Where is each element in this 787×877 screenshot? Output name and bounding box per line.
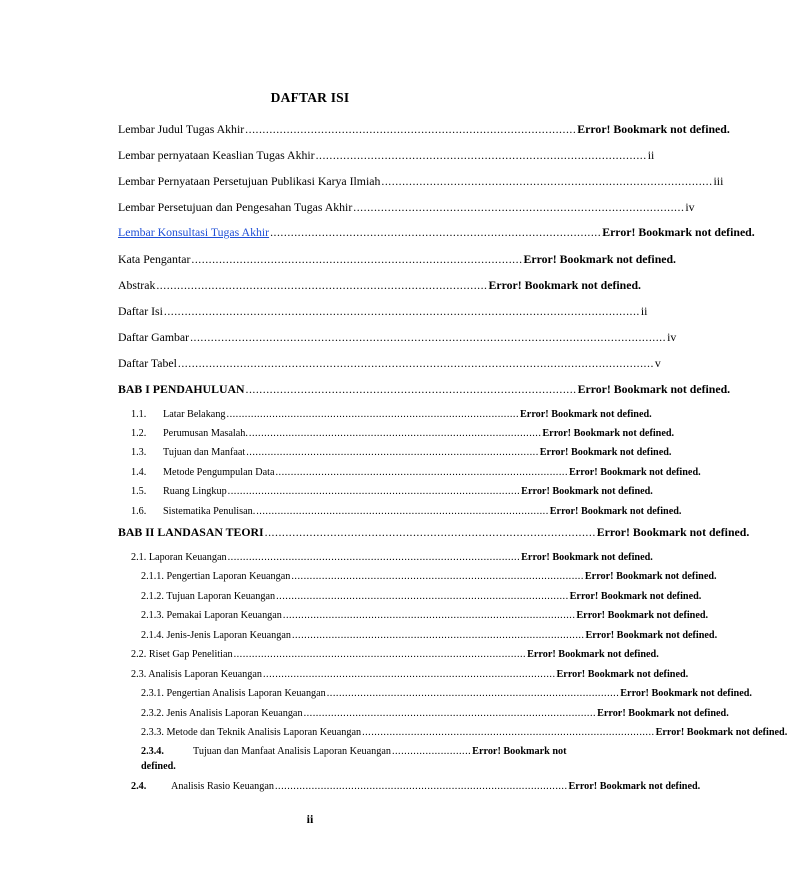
toc-subentry-2-2[interactable]: 2.2. Riset Gap Penelitian ................................................................................................ Error! Bookmark not defined. xyxy=(131,649,659,660)
toc-entry-page: Error! Bookmark not defined. xyxy=(569,591,702,602)
toc-subentry-1-6[interactable]: 1.6. Sistematika Penulisan. ................................................................................................ Error! Bookmark not defined. xyxy=(131,506,682,517)
toc-entry-page: Error! Bookmark not defined. xyxy=(542,428,675,439)
toc-entry-page: iv xyxy=(667,330,677,344)
toc-entry-lembar-persetujuan-pengesahan[interactable]: Lembar Persetujuan dan Pengesahan Tugas Akhir ................................................................................................ iv xyxy=(118,200,695,214)
toc-entry-page: ii xyxy=(647,148,655,162)
toc-entry-label: 2.1.1. Pengertian Laporan Keuangan xyxy=(141,571,291,582)
toc-entry-number: 1.4. xyxy=(131,467,147,478)
toc-entry-label: 2.1.2. Tujuan Laporan Keuangan xyxy=(141,591,276,602)
toc-subentry-1-2[interactable]: 1.2. Perumusan Masalah. ................................................................................................ Error! Bookmark not defined. xyxy=(131,428,675,439)
toc-entry-daftar-tabel[interactable]: Daftar Tabel .......................................................................................................................................... v xyxy=(118,356,661,370)
toc-subentry-2-3[interactable]: 2.3. Analisis Laporan Keuangan ................................................................................................ Error! Bookmark not defined. xyxy=(131,669,689,680)
toc-entry-label: Lembar Persetujuan dan Pengesahan Tugas Akhir xyxy=(118,200,353,214)
toc-entry-page: Error! Bookmark not defined. xyxy=(539,447,672,458)
toc-entry-page: Error! Bookmark not defined. xyxy=(577,122,730,136)
toc-entry-page: Error! Bookmark not defined. xyxy=(597,708,729,719)
toc-subentry-2-4[interactable]: 2.4. Analisis Rasio Keuangan ................................................................................................ Error! Bookmark not defined. xyxy=(131,781,701,792)
toc-entry-page: Error! Bookmark not defined. xyxy=(568,467,701,478)
toc-entry-page: Error! Bookmark not defined. xyxy=(520,409,652,420)
toc-subentry-1-3[interactable]: 1.3. Tujuan dan Manfaat ................................................................................................ Error! Bookmark not defined. xyxy=(131,447,672,458)
toc-entry-page: Error! Bookmark not defined. xyxy=(585,630,718,641)
toc-entry-label: BAB I PENDAHULUAN xyxy=(118,382,245,396)
toc-entry-label: Latar Belakang xyxy=(163,409,226,420)
toc-entry-number: 1.3. xyxy=(131,447,147,458)
toc-entry-bab-1[interactable]: BAB I PENDAHULUAN ................................................................................................ Error! Bookmark not defined. xyxy=(118,382,731,396)
toc-entry-page: Error! Bookmark not defined. xyxy=(620,688,752,699)
toc-entry-page: Error! Bookmark not defined. xyxy=(521,552,653,563)
toc-entry-label: 2.3. Analisis Laporan Keuangan xyxy=(131,669,262,680)
toc-entry-lembar-judul[interactable]: Lembar Judul Tugas Akhir ................................................................................................ Error! Bookmark not defined. xyxy=(118,122,730,136)
toc-entry-page: v xyxy=(654,356,661,370)
toc-entry-label: 2.3.3. Metode dan Teknik Analisis Laporan Keuangan xyxy=(141,727,362,738)
toc-entry-page: Error! Bookmark not defined. xyxy=(556,669,689,680)
page-title: DAFTAR ISI xyxy=(270,90,350,105)
toc-entry-bab-2[interactable]: BAB II LANDASAN TEORI ................................................................................................ Error! Bookmark not defined. xyxy=(118,525,750,539)
toc-entry-page: Error! Bookmark not defined. xyxy=(655,727,787,738)
toc-entry-label: Metode Pengumpulan Data xyxy=(163,467,275,478)
toc-entry-page: Error! Bookmark not defined. xyxy=(602,225,755,239)
toc-entry-label: 2.3.2. Jenis Analisis Laporan Keuangan xyxy=(141,708,303,719)
toc-entry-label: 2.1. Laporan Keuangan xyxy=(131,552,227,563)
toc-subentry-2-1-4[interactable]: 2.1.4. Jenis-Jenis Laporan Keuangan ................................................................................................ Error! Bookmark not defined. xyxy=(141,630,718,641)
toc-entry-wrap: defined. xyxy=(141,761,176,772)
toc-entry-page: iii xyxy=(713,174,724,188)
toc-entry-number: 1.5. xyxy=(131,486,147,497)
toc-entry-label: Abstrak xyxy=(118,278,156,292)
toc-subentry-2-3-3[interactable]: 2.3.3. Metode dan Teknik Analisis Laporan Keuangan ................................................................................................ Error! Bookmark not defined. xyxy=(141,727,787,738)
toc-subentry-2-1[interactable]: 2.1. Laporan Keuangan ................................................................................................ Error! Bookmark not defined. xyxy=(131,552,653,563)
toc-entry-label: Lembar Judul Tugas Akhir xyxy=(118,122,245,136)
toc-entry-lembar-pernyataan-persetujuan[interactable]: Lembar Pernyataan Persetujuan Publikasi Karya Ilmiah ................................................................................................ iii xyxy=(118,174,724,188)
toc-entry-label: Lembar Pernyataan Persetujuan Publikasi Karya Ilmiah xyxy=(118,174,381,188)
toc-entry-label: Lembar pernyataan Keaslian Tugas Akhir xyxy=(118,148,315,162)
toc-entry-label: BAB II LANDASAN TEORI xyxy=(118,525,264,539)
toc-entry-link[interactable]: Lembar Konsultasi Tugas Akhir xyxy=(118,225,270,239)
toc-entry-label: Sistematika Penulisan. xyxy=(163,506,256,517)
toc-subentry-1-4[interactable]: 1.4. Metode Pengumpulan Data ................................................................................................ Error! Bookmark not defined. xyxy=(131,467,701,478)
toc-entry-label: 2.1.3. Pemakai Laporan Keuangan xyxy=(141,610,282,621)
toc-entry-label: 2.1.4. Jenis-Jenis Laporan Keuangan xyxy=(141,630,291,641)
toc-subentry-2-3-1[interactable]: 2.3.1. Pengertian Analisis Laporan Keuangan ................................................................................................ Error! Bookmark not defined. xyxy=(141,688,752,699)
toc-entry-label: Tujuan dan Manfaat Analisis Laporan Keuangan xyxy=(193,746,391,757)
toc-entry-label: Perumusan Masalah. xyxy=(163,428,248,439)
toc-entry-label: Tujuan dan Manfaat xyxy=(163,447,246,458)
toc-entry-number: 1.1. xyxy=(131,409,147,420)
toc-entry-page: Error! Bookmark not defined. xyxy=(488,278,641,292)
toc-entry-page: Error! Bookmark not defined. xyxy=(584,571,717,582)
toc-entry-page: Error! Bookmark not defined. xyxy=(549,506,682,517)
toc-subentry-2-3-2[interactable]: 2.3.2. Jenis Analisis Laporan Keuangan ................................................................................................ Error! Bookmark not defined. xyxy=(141,708,729,719)
toc-subentry-2-1-2[interactable]: 2.1.2. Tujuan Laporan Keuangan ................................................................................................ Error! Bookmark not defined. xyxy=(141,591,702,602)
toc-entry-page: iv xyxy=(685,200,695,214)
toc-entry-page: ii xyxy=(640,304,648,318)
toc-entry-label: 2.3.1. Pengertian Analisis Laporan Keuangan xyxy=(141,688,326,699)
toc-entry-page: Error! Bookmark not defined. xyxy=(576,610,709,621)
toc-entry-label: Daftar Isi xyxy=(118,304,163,318)
toc-entry-daftar-gambar[interactable]: Daftar Gambar .......................................................................................................................................... iv xyxy=(118,330,677,344)
toc-entry-abstrak[interactable]: Abstrak ................................................................................................ Error! Bookmark not defined. xyxy=(118,278,641,292)
toc-entry-lembar-pernyataan-keaslian[interactable]: Lembar pernyataan Keaslian Tugas Akhir ................................................................................................ ii xyxy=(118,148,655,162)
toc-entry-page: Error! Bookmark not defined. xyxy=(568,781,701,792)
toc-entry-kata-pengantar[interactable]: Kata Pengantar ................................................................................................ Error! Bookmark not defined. xyxy=(118,252,676,266)
toc-entry-label: 2.2. Riset Gap Penelitian xyxy=(131,649,233,660)
toc-entry-label: Kata Pengantar xyxy=(118,252,191,266)
toc-entry-page: Error! Bookmark not defined. xyxy=(527,649,659,660)
toc-entry-number: 1.6. xyxy=(131,506,147,517)
toc-entry-number: 1.2. xyxy=(131,428,147,439)
toc-entry-page: Error! Bookmark not defined. xyxy=(523,252,676,266)
toc-entry-daftar-isi[interactable]: Daftar Isi .......................................................................................................................................... ii xyxy=(118,304,648,318)
toc-entry-page: Error! Bookmark not defined. xyxy=(596,525,750,539)
toc-subentry-1-1[interactable]: 1.1. Latar Belakang ................................................................................................ Error! Bookmark not defined. xyxy=(131,409,652,420)
toc-subentry-2-1-1[interactable]: 2.1.1. Pengertian Laporan Keuangan ................................................................................................ Error! Bookmark not defined. xyxy=(141,571,717,582)
toc-entry-label: Daftar Gambar xyxy=(118,330,190,344)
toc-subentry-1-5[interactable]: 1.5. Ruang Lingkup ................................................................................................ Error! Bookmark not defined. xyxy=(131,486,653,497)
toc-entry-lembar-konsultasi[interactable]: Lembar Konsultasi Tugas Akhir ................................................................................................ Error! Bookmark not defined. xyxy=(118,225,755,239)
page-number: ii xyxy=(306,812,314,826)
toc-subentry-2-1-3[interactable]: 2.1.3. Pemakai Laporan Keuangan ................................................................................................ Error! Bookmark not defined. xyxy=(141,610,709,621)
toc-entry-number: 2.4. xyxy=(131,781,147,792)
toc-entry-page: Error! Bookmark not defined. xyxy=(521,486,653,497)
toc-entry-label: Ruang Lingkup xyxy=(163,486,227,497)
toc-entry-number: 2.3.4. xyxy=(141,746,164,757)
toc-entry-page: Error! Bookmark not xyxy=(472,746,567,757)
toc-subentry-2-3-4[interactable]: 2.3.4. Tujuan dan Manfaat Analisis Laporan Keuangan .......................... Error! Bookmark not xyxy=(141,746,567,757)
toc-entry-page: Error! Bookmark not defined. xyxy=(577,382,731,396)
toc-entry-label: Analisis Rasio Keuangan xyxy=(171,781,274,792)
toc-entry-label: Daftar Tabel xyxy=(118,356,177,370)
